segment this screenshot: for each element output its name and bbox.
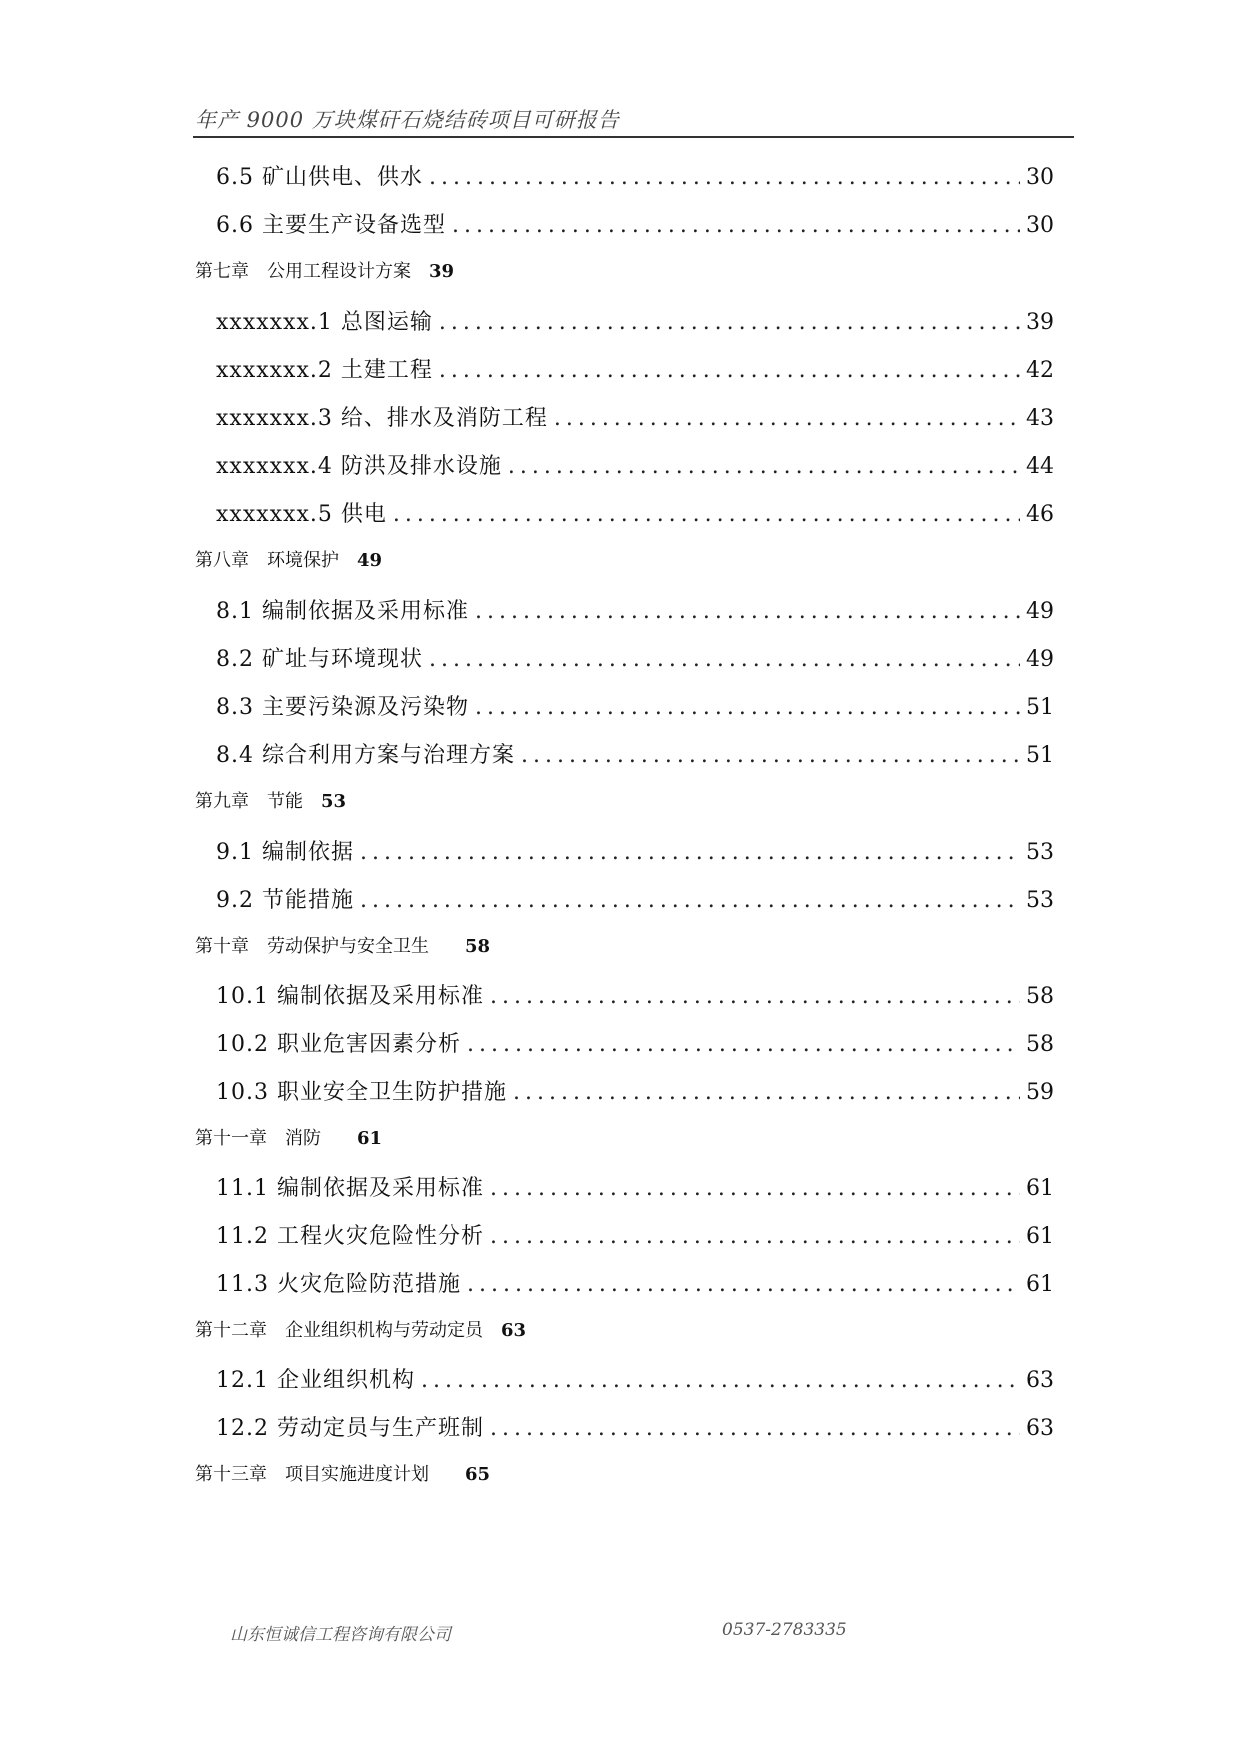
toc-section-page: 53 [1026, 888, 1054, 913]
toc-section-entry[interactable] [216, 1030, 1054, 1060]
toc-section-page: 61 [1026, 1224, 1054, 1249]
toc-chapter-entry[interactable] [195, 1318, 1055, 1344]
toc-section-title: 11.3 火灾危险防范措施 [216, 1272, 461, 1297]
toc-section-entry[interactable] [216, 1270, 1054, 1300]
toc-dot-leader [360, 886, 1020, 916]
toc-dot-leader [429, 645, 1020, 675]
toc-section-title: 8.3 主要污染源及污染物 [216, 695, 469, 720]
toc-section-title: 9.1 编制依据 [216, 840, 354, 865]
toc-section-page: 58 [1026, 984, 1054, 1009]
toc-section-entry[interactable] [216, 308, 1054, 338]
toc-chapter-title: 第十三章 项目实施进度计划 [195, 1464, 429, 1485]
toc-section-title: 8.4 综合利用方案与治理方案 [216, 743, 515, 768]
toc-section-title: xxxxxxx.2 土建工程 [216, 358, 433, 383]
toc-section-title: 10.2 职业危害因素分析 [216, 1032, 461, 1057]
toc-dot-leader [490, 982, 1020, 1012]
toc-section-page: 49 [1026, 647, 1054, 672]
toc-section-title: xxxxxxx.5 供电 [216, 502, 387, 527]
toc-section-title: 10.1 编制依据及采用标准 [216, 984, 484, 1009]
page-header: 年产 9000 万块煤矸石烧结砖项目可研报告 [195, 108, 620, 132]
toc-chapter-page: 39 [429, 261, 455, 282]
toc-section-title: 8.2 矿址与环境现状 [216, 647, 423, 672]
toc-section-entry[interactable] [216, 838, 1054, 868]
toc-section-entry[interactable] [216, 1366, 1054, 1396]
toc-section-page: 59 [1026, 1080, 1054, 1105]
toc-section-page: 43 [1026, 406, 1054, 431]
toc-dot-leader [475, 693, 1020, 723]
toc-section-title: 9.2 节能措施 [216, 888, 354, 913]
toc-section-entry[interactable] [216, 163, 1054, 193]
toc-section-title: 12.2 劳动定员与生产班制 [216, 1416, 484, 1441]
toc-section-entry[interactable] [216, 597, 1054, 627]
toc-dot-leader [393, 500, 1020, 530]
toc-chapter-entry[interactable] [195, 259, 1055, 285]
toc-chapter-title: 第七章 公用工程设计方案 [195, 261, 411, 282]
toc-section-page: 51 [1026, 743, 1054, 768]
toc-section-page: 42 [1026, 358, 1054, 383]
toc-section-entry[interactable] [216, 1222, 1054, 1252]
toc-dot-leader [475, 597, 1020, 627]
toc-dot-leader [490, 1174, 1020, 1204]
toc-section-page: 44 [1026, 454, 1054, 479]
toc-section-entry[interactable] [216, 356, 1054, 386]
toc-dot-leader [439, 308, 1020, 338]
toc-dot-leader [467, 1030, 1020, 1060]
toc-dot-leader [360, 838, 1020, 868]
toc-dot-leader [439, 356, 1020, 386]
toc-chapter-title: 第十一章 消防 [195, 1128, 321, 1149]
toc-dot-leader [452, 211, 1020, 241]
toc-section-entry[interactable] [216, 741, 1054, 771]
toc-dot-leader [521, 741, 1020, 771]
toc-section-title: 8.1 编制依据及采用标准 [216, 599, 469, 624]
toc-dot-leader [421, 1366, 1020, 1396]
toc-chapter-title: 第九章 节能 [195, 791, 303, 812]
toc-section-page: 30 [1026, 165, 1054, 190]
toc-section-title: 6.5 矿山供电、供水 [216, 165, 423, 190]
toc-section-title: 11.1 编制依据及采用标准 [216, 1176, 484, 1201]
toc-section-page: 61 [1026, 1176, 1054, 1201]
toc-section-title: 10.3 职业安全卫生防护措施 [216, 1080, 507, 1105]
toc-section-page: 58 [1026, 1032, 1054, 1057]
toc-dot-leader [467, 1270, 1020, 1300]
toc-section-entry[interactable] [216, 404, 1054, 434]
toc-dot-leader [490, 1414, 1020, 1444]
toc-section-page: 53 [1026, 840, 1054, 865]
toc-section-page: 63 [1026, 1368, 1054, 1393]
toc-section-title: xxxxxxx.1 总图运输 [216, 310, 433, 335]
toc-section-entry[interactable] [216, 452, 1054, 482]
toc-chapter-page: 65 [465, 1464, 491, 1485]
toc-chapter-title: 第十二章 企业组织机构与劳动定员 [195, 1320, 483, 1341]
toc-section-title: xxxxxxx.3 给、排水及消防工程 [216, 406, 548, 431]
toc-dot-leader [490, 1222, 1020, 1252]
toc-chapter-entry[interactable] [195, 934, 1055, 960]
toc-section-page: 61 [1026, 1272, 1054, 1297]
toc-section-entry[interactable] [216, 1174, 1054, 1204]
toc-chapter-entry[interactable] [195, 548, 1055, 574]
toc-section-page: 39 [1026, 310, 1054, 335]
toc-chapter-page: 53 [321, 791, 347, 812]
toc-section-entry[interactable] [216, 693, 1054, 723]
toc-section-title: 12.1 企业组织机构 [216, 1368, 415, 1393]
footer-phone: 0537-2783335 [722, 1620, 847, 1640]
toc-section-entry[interactable] [216, 645, 1054, 675]
toc-chapter-entry[interactable] [195, 1462, 1055, 1488]
toc-chapter-page: 63 [501, 1320, 527, 1341]
toc-chapter-page: 58 [465, 936, 491, 957]
toc-section-page: 63 [1026, 1416, 1054, 1441]
toc-dot-leader [554, 404, 1020, 434]
toc-section-title: 6.6 主要生产设备选型 [216, 213, 446, 238]
toc-chapter-title: 第十章 劳动保护与安全卫生 [195, 936, 429, 957]
toc-section-entry[interactable] [216, 1078, 1054, 1108]
toc-section-entry[interactable] [216, 1414, 1054, 1444]
toc-section-page: 49 [1026, 599, 1054, 624]
toc-section-entry[interactable] [216, 500, 1054, 530]
toc-section-title: xxxxxxx.4 防洪及排水设施 [216, 454, 502, 479]
toc-section-title: 11.2 工程火灾危险性分析 [216, 1224, 484, 1249]
toc-section-entry[interactable] [216, 982, 1054, 1012]
toc-chapter-page: 61 [357, 1128, 383, 1149]
toc-section-entry[interactable] [216, 211, 1054, 241]
toc-dot-leader [508, 452, 1020, 482]
toc-section-page: 30 [1026, 213, 1054, 238]
toc-chapter-entry[interactable] [195, 1126, 1055, 1152]
toc-dot-leader [429, 163, 1020, 193]
footer-company: 山东恒诚信工程咨询有限公司 [230, 1625, 451, 1645]
toc-section-page: 51 [1026, 695, 1054, 720]
toc-dot-leader [513, 1078, 1020, 1108]
toc-chapter-page: 49 [357, 550, 383, 571]
toc-section-page: 46 [1026, 502, 1054, 527]
toc-section-entry[interactable] [216, 886, 1054, 916]
toc-chapter-entry[interactable] [195, 789, 1055, 815]
toc-chapter-title: 第八章 环境保护 [195, 550, 339, 571]
